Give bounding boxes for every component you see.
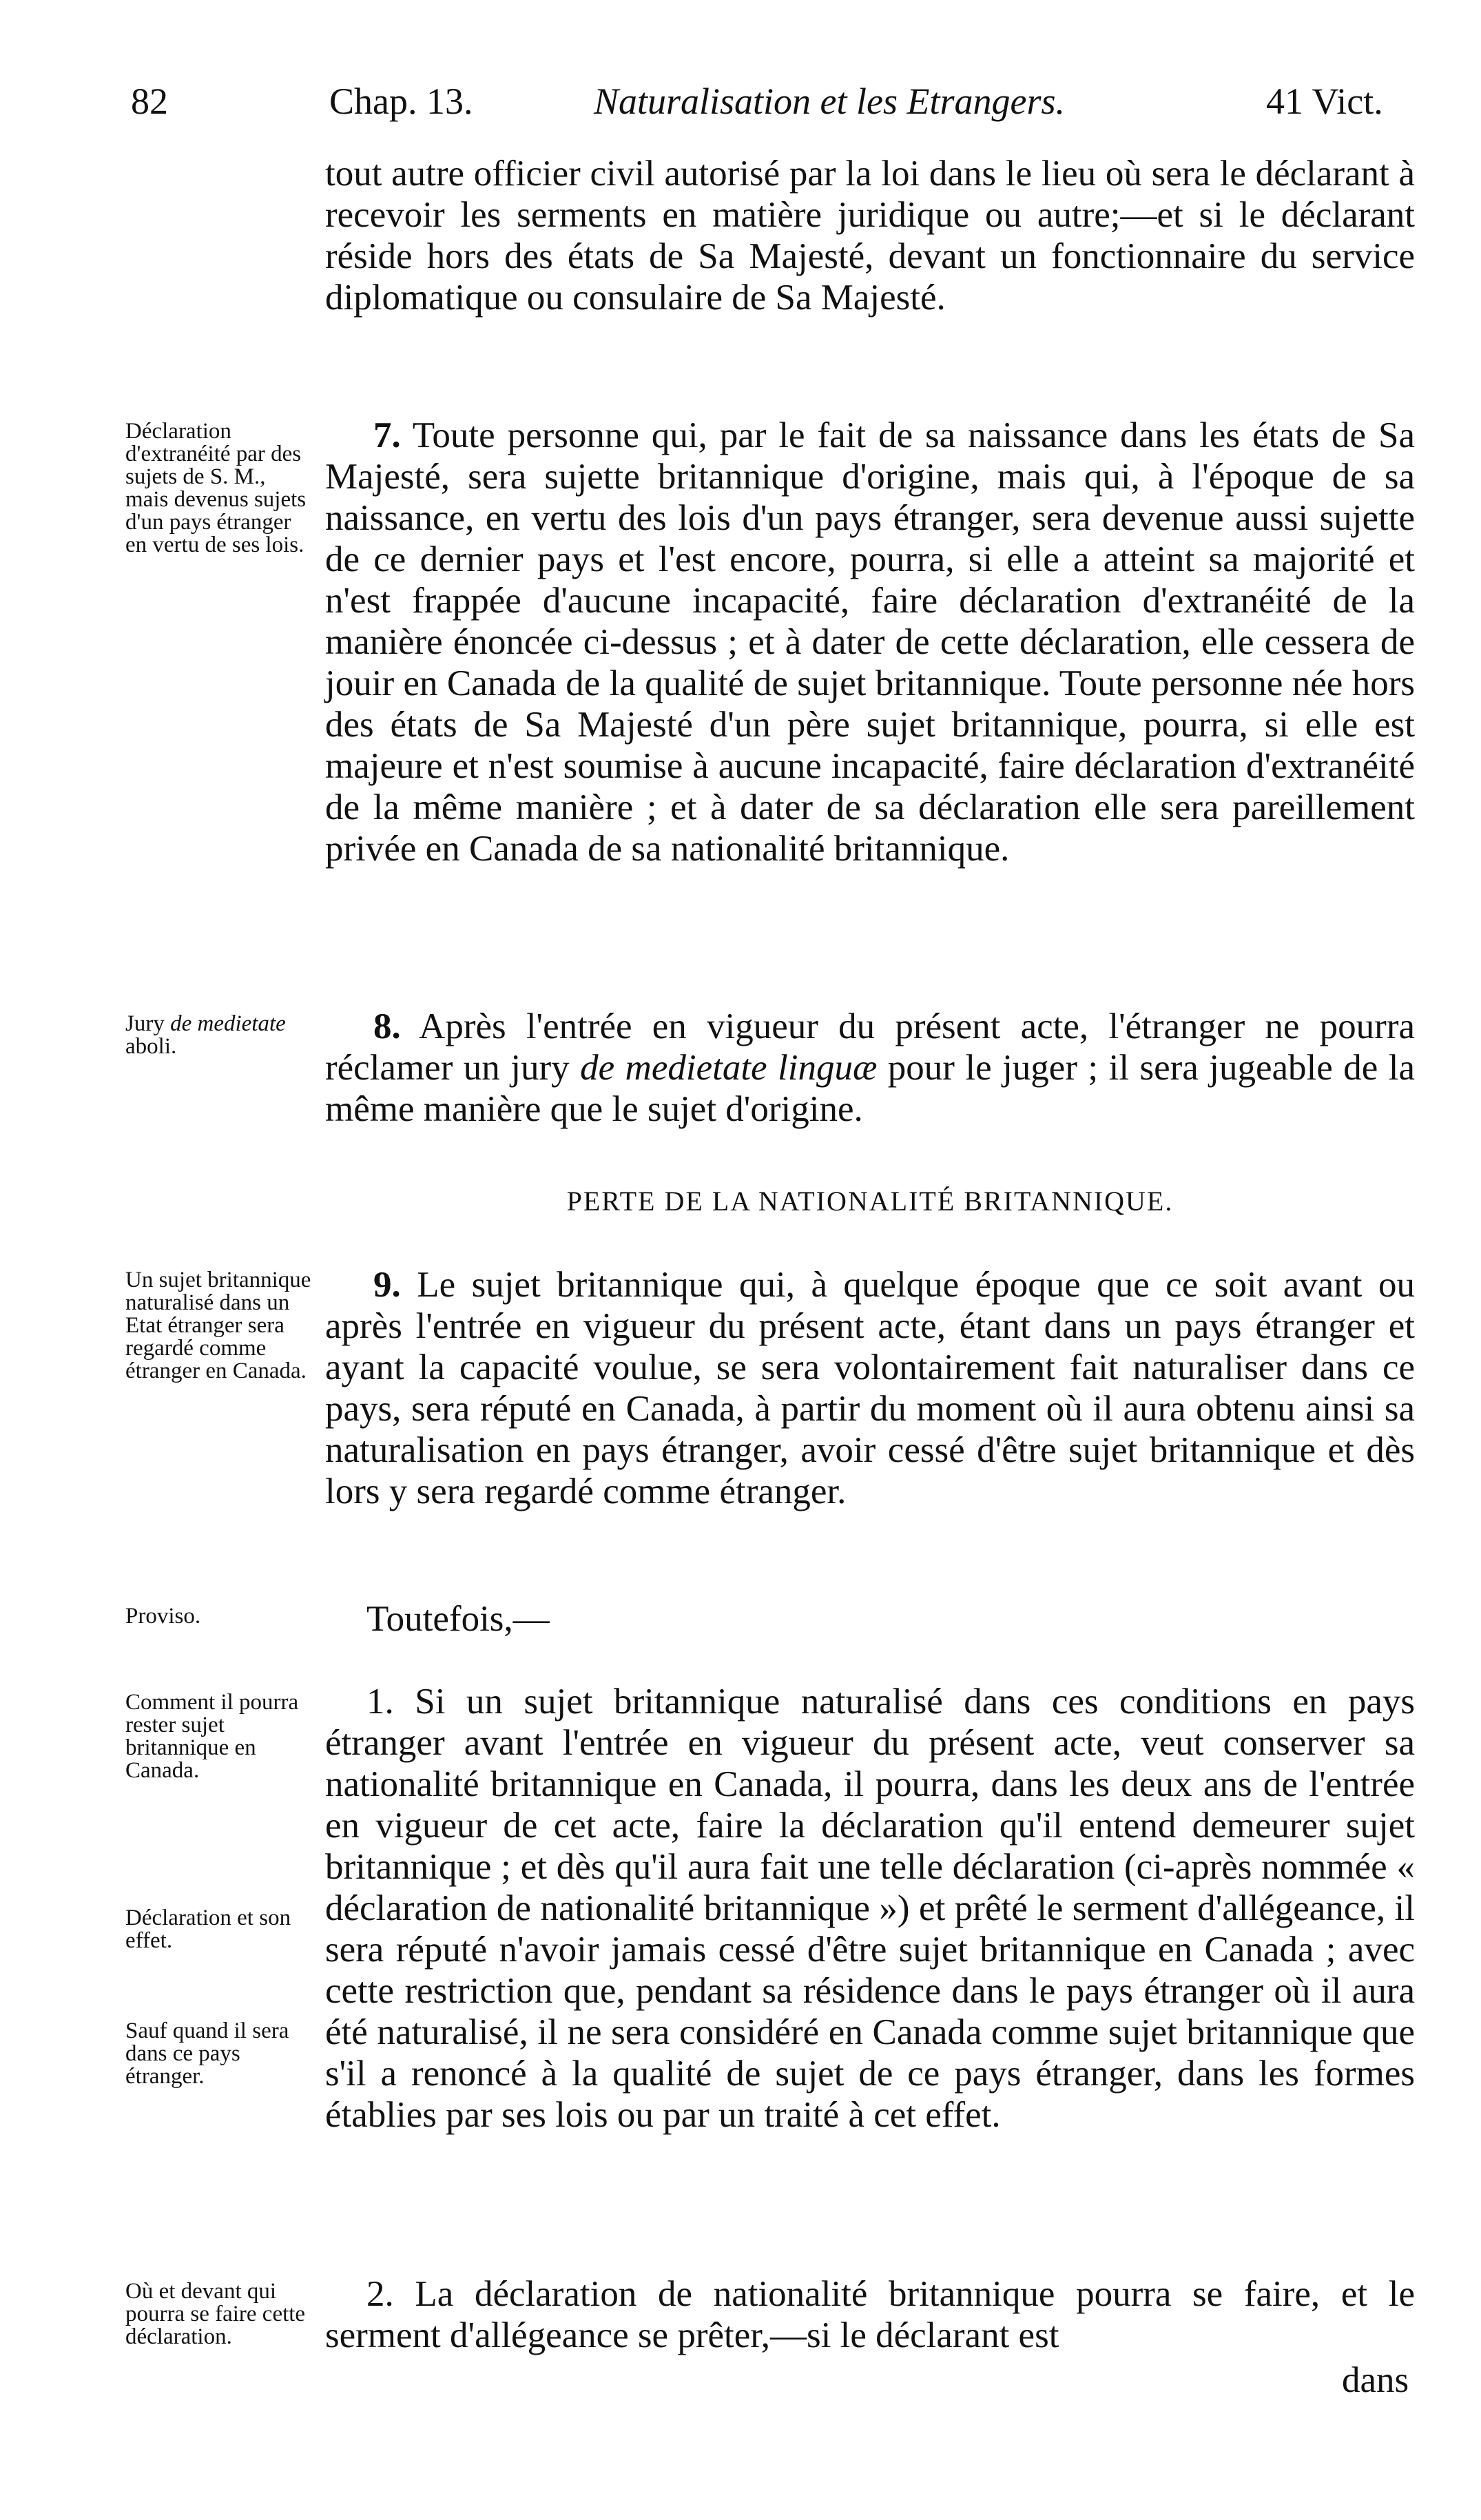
section-number: 9. (373, 1265, 401, 1305)
section-7: 7. Toute personne qui, par le fait de sa naissance dans les états de Sa Majesté, sera sujette britannique d'origine, mais qui, à l'époque de sa naissance, en vertu des lois d'un pays étranger, sera devenue aussi sujette de ce dernier pays et l'est encore, pourra, si elle a atteint sa majorité et n'est frappée d'aucune incapacité, faire déclaration d'extranéité de la manière énoncée ci-dessus ; et à dater de cette déclaration, elle cessera de jouir en Canada de la qualité de sujet britannique. Toute personne née hors des états de Sa Majesté d'un père sujet britannique, pourra, si elle est majeure et n'est soumise à aucune incapacité, faire déclaration d'extranéité de la même manière ; et à dater de sa déclaration elle sera pareillement privée en Canada de sa nationalité britannique. (325, 415, 1415, 869)
subsection-1: 1. Si un sujet britannique naturalisé dans ces conditions en pays étranger avant l'entrée en vigueur du présent acte, veut conserver sa nationalité britannique en Canada, il pourra, dans les deux ans de l'entrée en vigueur de cet acte, faire la déclaration qu'il entend demeurer sujet britannique ; et dès qu'il aura fait une telle déclaration (ci-après nommée « déclaration de nationalité britannique ») et prêté le serment d'allégeance, il sera réputé n'avoir jamais cessé d'être sujet britannique en Canada ; avec cette restriction que, pendant sa résidence dans le pays étranger où il aura été naturalisé, il ne sera considéré en Canada comme sujet britannique que s'il a renoncé à la qualité de sujet de ce pays étranger, dans les formes établies par ses lois ou par un traité à cet effet. (325, 1682, 1415, 2135)
section-8: 8. Après l'entrée en vigueur du présent acte, l'étranger ne pourra réclamer un jury de medietate linguæ pour le juger ; il sera jugeable de la même manière que le sujet d'origine. (325, 1006, 1415, 1129)
margin-note-sauf: Sauf quand il sera dans ce pays étranger. (125, 2018, 289, 2089)
running-title: Naturalisation et les Etrangers. (594, 81, 1066, 122)
margin-note-proviso: Proviso. (125, 1604, 201, 1629)
section-heading: PERTE DE LA NATIONALITÉ BRITANNIQUE. (566, 1186, 1174, 1217)
margin-note-jury: Jury de medietate aboli. (125, 1011, 286, 1059)
section-9: 9. Le sujet britannique qui, à quelque époque que ce soit avant ou après l'entrée en vigueur du présent acte, étant dans un pays étranger et ayant la capacité voulue, se sera volontairement fait naturaliser dans ce pays, sera réputé en Canada, à partir du moment où il aura obtenu ainsi sa naturalisation en pays étranger, avoir cessé d'être sujet britannique et dès lors y sera regardé comme étranger. (325, 1265, 1415, 1511)
chapter-label: Chap. 13. (329, 81, 473, 122)
proviso: Toutefois,— (366, 1599, 550, 1639)
intro-paragraph: tout autre officier civil autorisé par la loi dans le lieu où sera le déclarant à recevoir les serments en matière juridique ou autre;—et si le déclarant réside hors des états de Sa Majesté, devant un fonctionnaire du service diplomatique ou consulaire de Sa Majesté. (325, 154, 1415, 318)
catchword: dans (1342, 2360, 1409, 2400)
margin-note-declaration: Déclaration et son effet. (125, 1906, 291, 1953)
section-number: 7. (373, 415, 401, 455)
margin-note-ou: Où et devant qui pourra se faire cette déclaration. (125, 2279, 306, 2349)
section-number: 8. (373, 1006, 401, 1046)
margin-note-comment: Comment il pourra rester sujet britannique en Canada. (125, 1690, 299, 1783)
regnal-year: 41 Vict. (1266, 81, 1383, 122)
page-number: 82 (131, 81, 168, 122)
margin-note-naturalise: Un sujet britannique naturalisé dans un Etat étranger sera regardé comme étranger en Canada. (125, 1268, 311, 1383)
subsection-number: 1. (366, 1682, 394, 1722)
margin-note-extraneite: Déclaration d'extranéité par des sujets de S. M., mais devenus sujets d'un pays étranger en vertu de ses lois. (125, 419, 307, 557)
subsection-number: 2. (366, 2274, 394, 2314)
subsection-2: 2. La déclaration de nationalité britannique pourra se faire, et le serment d'allégeance se prêter,—si le déclarant est (325, 2274, 1415, 2355)
